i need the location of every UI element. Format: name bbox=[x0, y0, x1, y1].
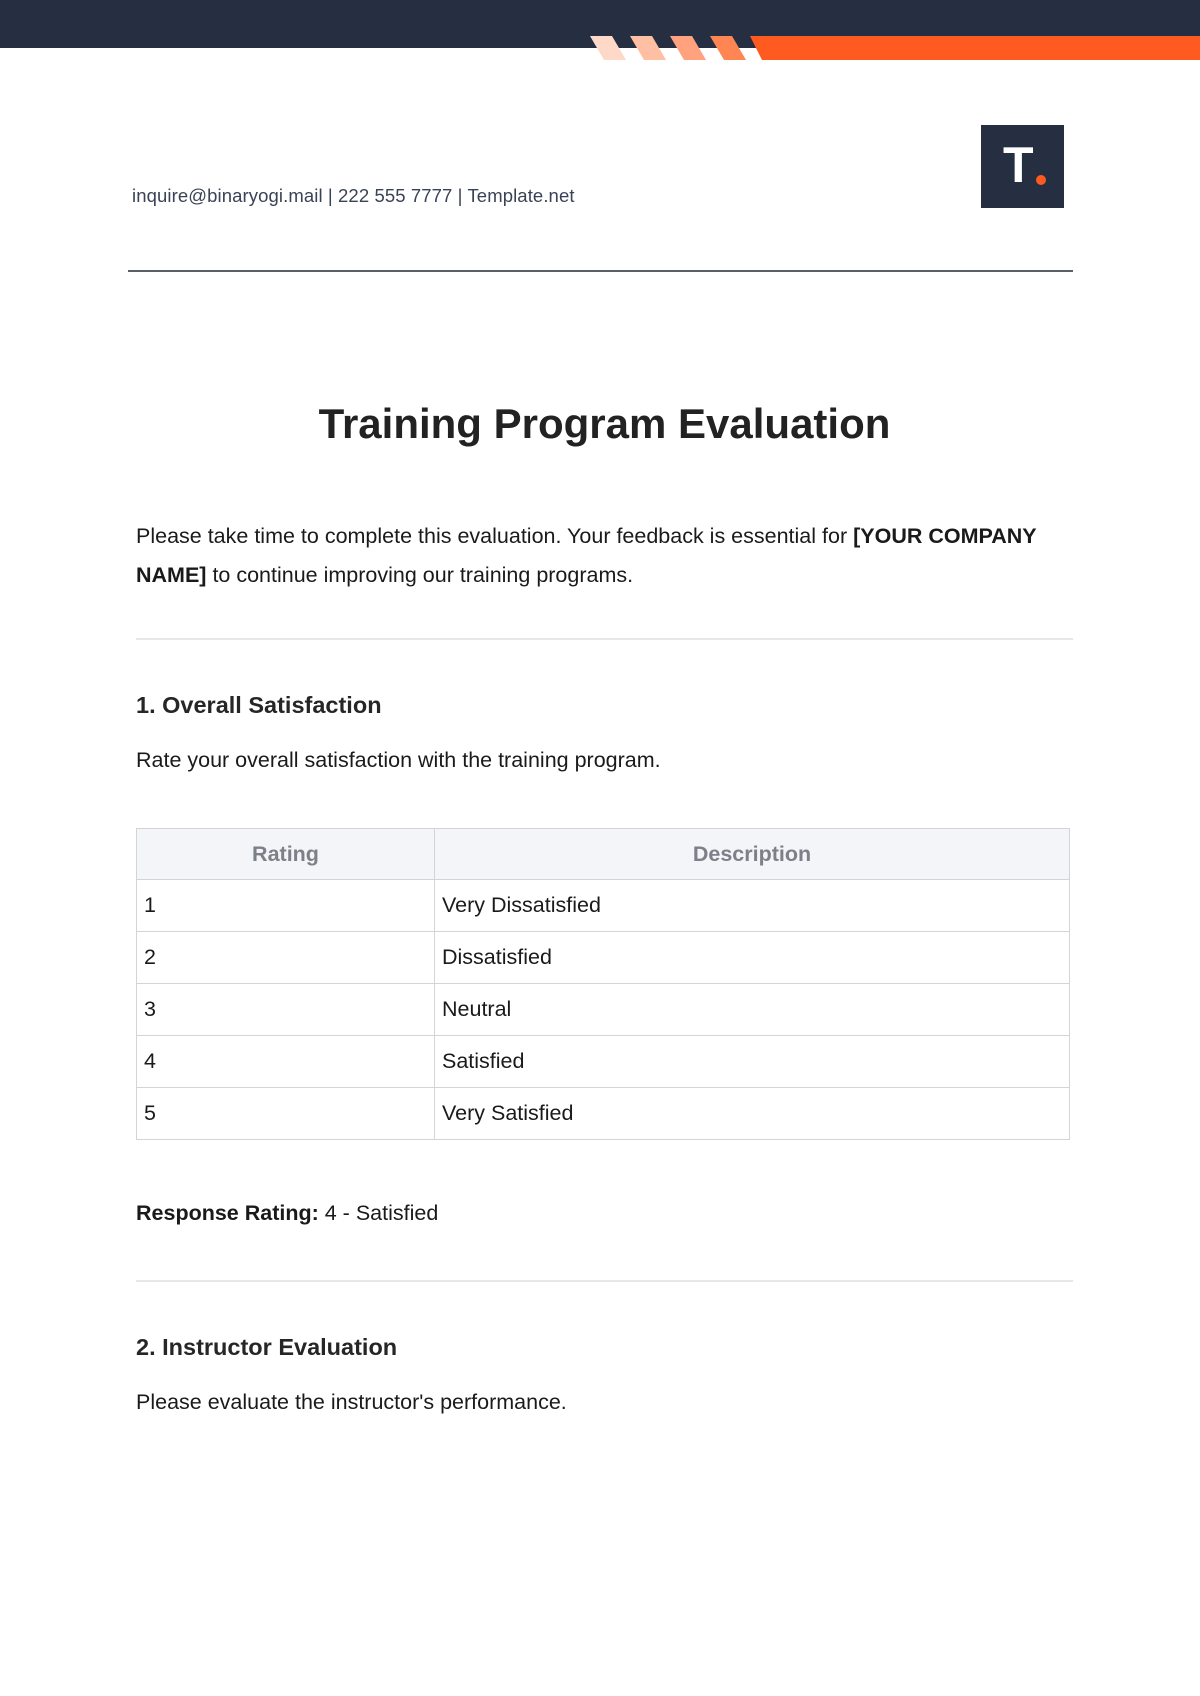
logo-letter: T bbox=[1003, 137, 1034, 193]
table-header-row bbox=[137, 829, 1070, 880]
section-divider bbox=[136, 1280, 1073, 1282]
rating-cell: 2 bbox=[137, 932, 435, 984]
section-heading-overall-satisfaction: 1. Overall Satisfaction bbox=[136, 692, 382, 718]
description-cell: Very Satisfied bbox=[435, 1088, 1070, 1140]
rating-scale-table bbox=[136, 828, 1070, 1140]
column-header-rating: Rating bbox=[137, 829, 435, 880]
description-cell: Neutral bbox=[435, 984, 1070, 1036]
table-row bbox=[137, 880, 1070, 932]
company-logo bbox=[981, 125, 1064, 208]
table-row bbox=[137, 1036, 1070, 1088]
section-divider bbox=[136, 638, 1073, 640]
logo-dot-icon bbox=[1036, 175, 1046, 185]
response-rating-value: 4 - Satisfied bbox=[318, 1201, 439, 1225]
description-cell: Satisfied bbox=[435, 1036, 1070, 1088]
table-row bbox=[137, 932, 1070, 984]
section-instructions: Please evaluate the instructor's performance. bbox=[136, 1390, 567, 1414]
description-cell: Very Dissatisfied bbox=[435, 880, 1070, 932]
intro-paragraph bbox=[136, 517, 1076, 595]
contact-info: inquire@binaryogi.mail | 222 555 7777 | Template.net bbox=[132, 185, 575, 206]
response-rating-label: Response Rating: bbox=[136, 1201, 319, 1225]
column-header-description: Description bbox=[435, 829, 1070, 880]
table-row bbox=[137, 1088, 1070, 1140]
rating-cell: 1 bbox=[137, 880, 435, 932]
section-instructions: Rate your overall satisfaction with the training program. bbox=[136, 748, 661, 772]
rating-cell: 5 bbox=[137, 1088, 435, 1140]
intro-text-end: to continue improving our training programs. bbox=[206, 563, 634, 587]
section-heading-instructor-evaluation: 2. Instructor Evaluation bbox=[136, 1334, 398, 1360]
intro-text-start: Please take time to complete this evaluation. Your feedback is essential for bbox=[136, 524, 854, 548]
accent-banner bbox=[750, 36, 1200, 60]
table-row bbox=[137, 984, 1070, 1036]
rating-cell: 3 bbox=[137, 984, 435, 1036]
company-name-placeholder: [YOUR COMPANY NAME] bbox=[136, 524, 1037, 587]
description-cell: Dissatisfied bbox=[435, 932, 1070, 984]
response-rating bbox=[136, 1201, 438, 1226]
document-title: Training Program Evaluation bbox=[318, 400, 891, 447]
header-divider bbox=[128, 270, 1073, 272]
rating-cell: 4 bbox=[137, 1036, 435, 1088]
